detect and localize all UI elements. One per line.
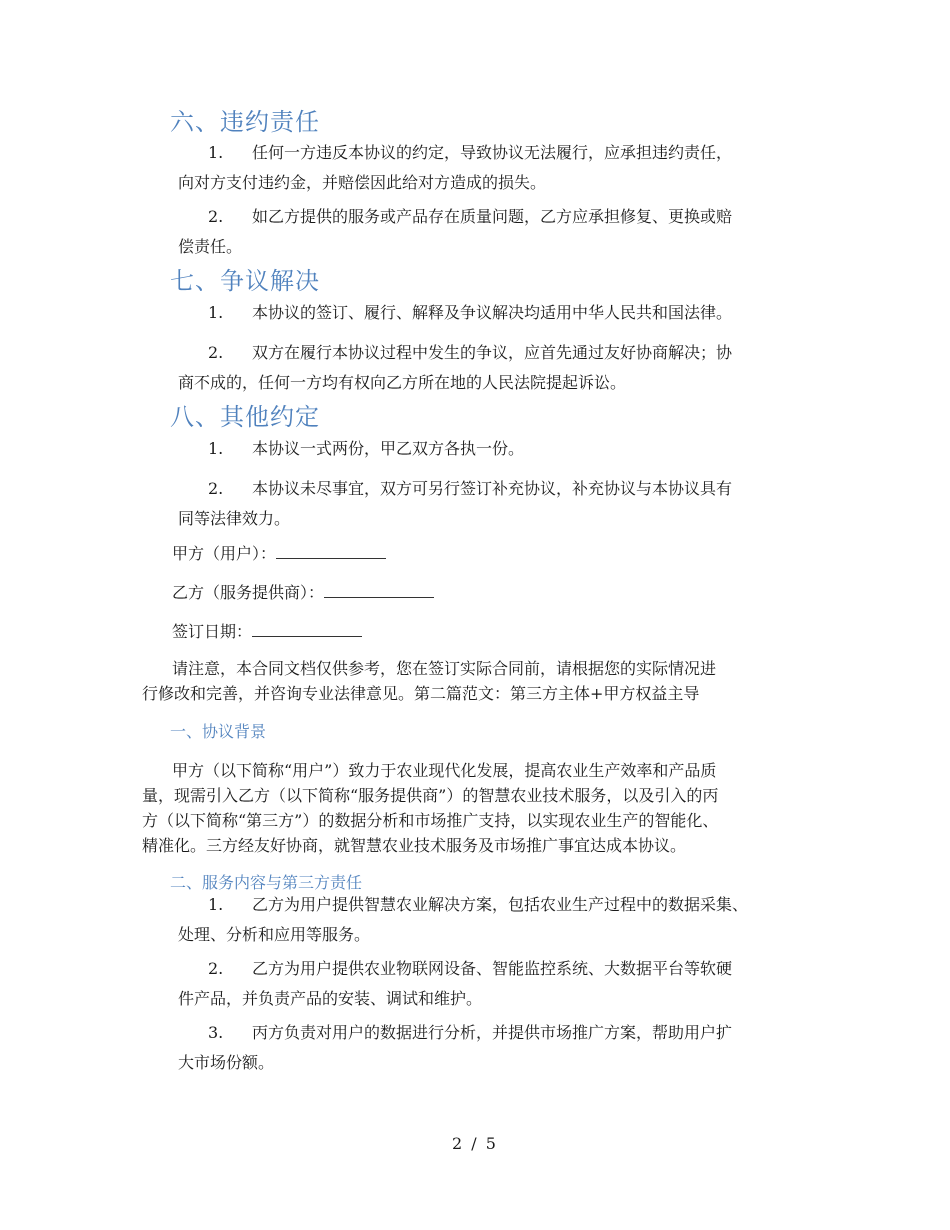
party-a-label: 甲方（用户）： (172, 544, 277, 563)
paragraph-line: 精准化。三方经友好协商，就智慧农业技术服务及市场推广事宜达成本协议。 (142, 836, 687, 855)
item-number: 2. (208, 959, 224, 978)
background-paragraph (142, 758, 812, 858)
item-text-line1: 乙方为用户提供智慧农业解决方案，包括农业生产过程中的数据采集、 (252, 895, 749, 914)
item-number: 3. (208, 1023, 224, 1042)
sign-date-label: 签订日期： (172, 622, 253, 641)
item-text-line2: 大市场份额。 (178, 1053, 275, 1072)
item-text-line2: 向对方支付违约金，并赔偿因此给对方造成的损失。 (178, 173, 547, 192)
list-item (178, 298, 818, 328)
item-text-line1: 丙方负责对用户的数据进行分析，并提供市场推广方案，帮助用户扩 (252, 1023, 733, 1042)
item-number: 1. (208, 439, 224, 458)
item-number: 1. (208, 143, 224, 162)
paragraph-line: 方（以下简称“第三方”）的数据分析和市场推广支持，以实现农业生产的智能化、 (142, 811, 719, 830)
list-item (178, 138, 818, 198)
item-number: 2. (208, 343, 224, 362)
list-item (178, 338, 818, 398)
section-heading-services: 二、服务内容与第三方责任 (170, 873, 363, 892)
item-text-line1: 如乙方提供的服务或产品存在质量问题，乙方应承担修复、更换或赔 (252, 207, 733, 226)
item-text-line1: 本协议未尽事宜，双方可另行签订补充协议，补充协议与本协议具有 (252, 479, 733, 498)
party-b-blank-line[interactable] (324, 581, 434, 598)
item-text-line1: 本协议一式两份，甲乙双方各执一份。 (252, 439, 525, 458)
party-a-signature-field (172, 542, 386, 566)
paragraph-line: 请注意，本合同文档仅供参考，您在签订实际合同前，请根据您的实际情况进 (172, 659, 717, 678)
item-text-line1: 任何一方违反本协议的约定，导致协议无法履行，应承担违约责任， (252, 143, 733, 162)
item-text-line1: 乙方为用户提供农业物联网设备、智能监控系统、大数据平台等软硬 (252, 959, 733, 978)
item-text-line2: 偿责任。 (178, 237, 243, 256)
item-text-line2: 件产品，并负责产品的安装、调试和维护。 (178, 989, 483, 1008)
disclaimer-paragraph (142, 656, 812, 706)
list-item (178, 1018, 818, 1078)
item-text-line1: 双方在履行本协议过程中发生的争议，应首先通过友好协商解决；协 (252, 343, 733, 362)
item-text-line2: 同等法律效力。 (178, 509, 291, 528)
list-item (178, 954, 818, 1014)
item-text-line2: 商不成的，任何一方均有权向乙方所在地的人民法院提起诉讼。 (178, 373, 627, 392)
section-heading-other: 八、其他约定 (170, 403, 320, 431)
paragraph-line: 行修改和完善，并咨询专业法律意见。第二篇范文：第三方主体+甲方权益主导 (142, 684, 700, 703)
list-item (178, 202, 818, 262)
section-heading-breach: 六、违约责任 (170, 108, 320, 136)
sign-date-blank-line[interactable] (252, 620, 362, 637)
page-number: 2 / 5 (452, 1134, 498, 1153)
sign-date-field (172, 620, 362, 644)
party-b-label: 乙方（服务提供商）： (172, 583, 325, 602)
item-text-line2: 处理、分析和应用等服务。 (178, 925, 371, 944)
section-heading-background: 一、协议背景 (170, 722, 267, 741)
list-item (178, 434, 818, 464)
party-a-blank-line[interactable] (276, 542, 386, 559)
paragraph-line: 甲方（以下简称“用户”）致力于农业现代化发展，提高农业生产效率和产品质 (172, 761, 717, 780)
party-b-signature-field (172, 581, 434, 605)
item-number: 1. (208, 303, 224, 322)
section-heading-dispute: 七、争议解决 (170, 267, 320, 295)
list-item (178, 890, 818, 950)
item-number: 1. (208, 895, 224, 914)
item-number: 2. (208, 207, 224, 226)
item-number: 2. (208, 479, 224, 498)
paragraph-line: 量，现需引入乙方（以下简称“服务提供商”）的智慧农业技术服务，以及引入的丙 (142, 786, 719, 805)
list-item (178, 474, 818, 534)
item-text-line1: 本协议的签订、履行、解释及争议解决均适用中华人民共和国法律。 (252, 303, 733, 322)
